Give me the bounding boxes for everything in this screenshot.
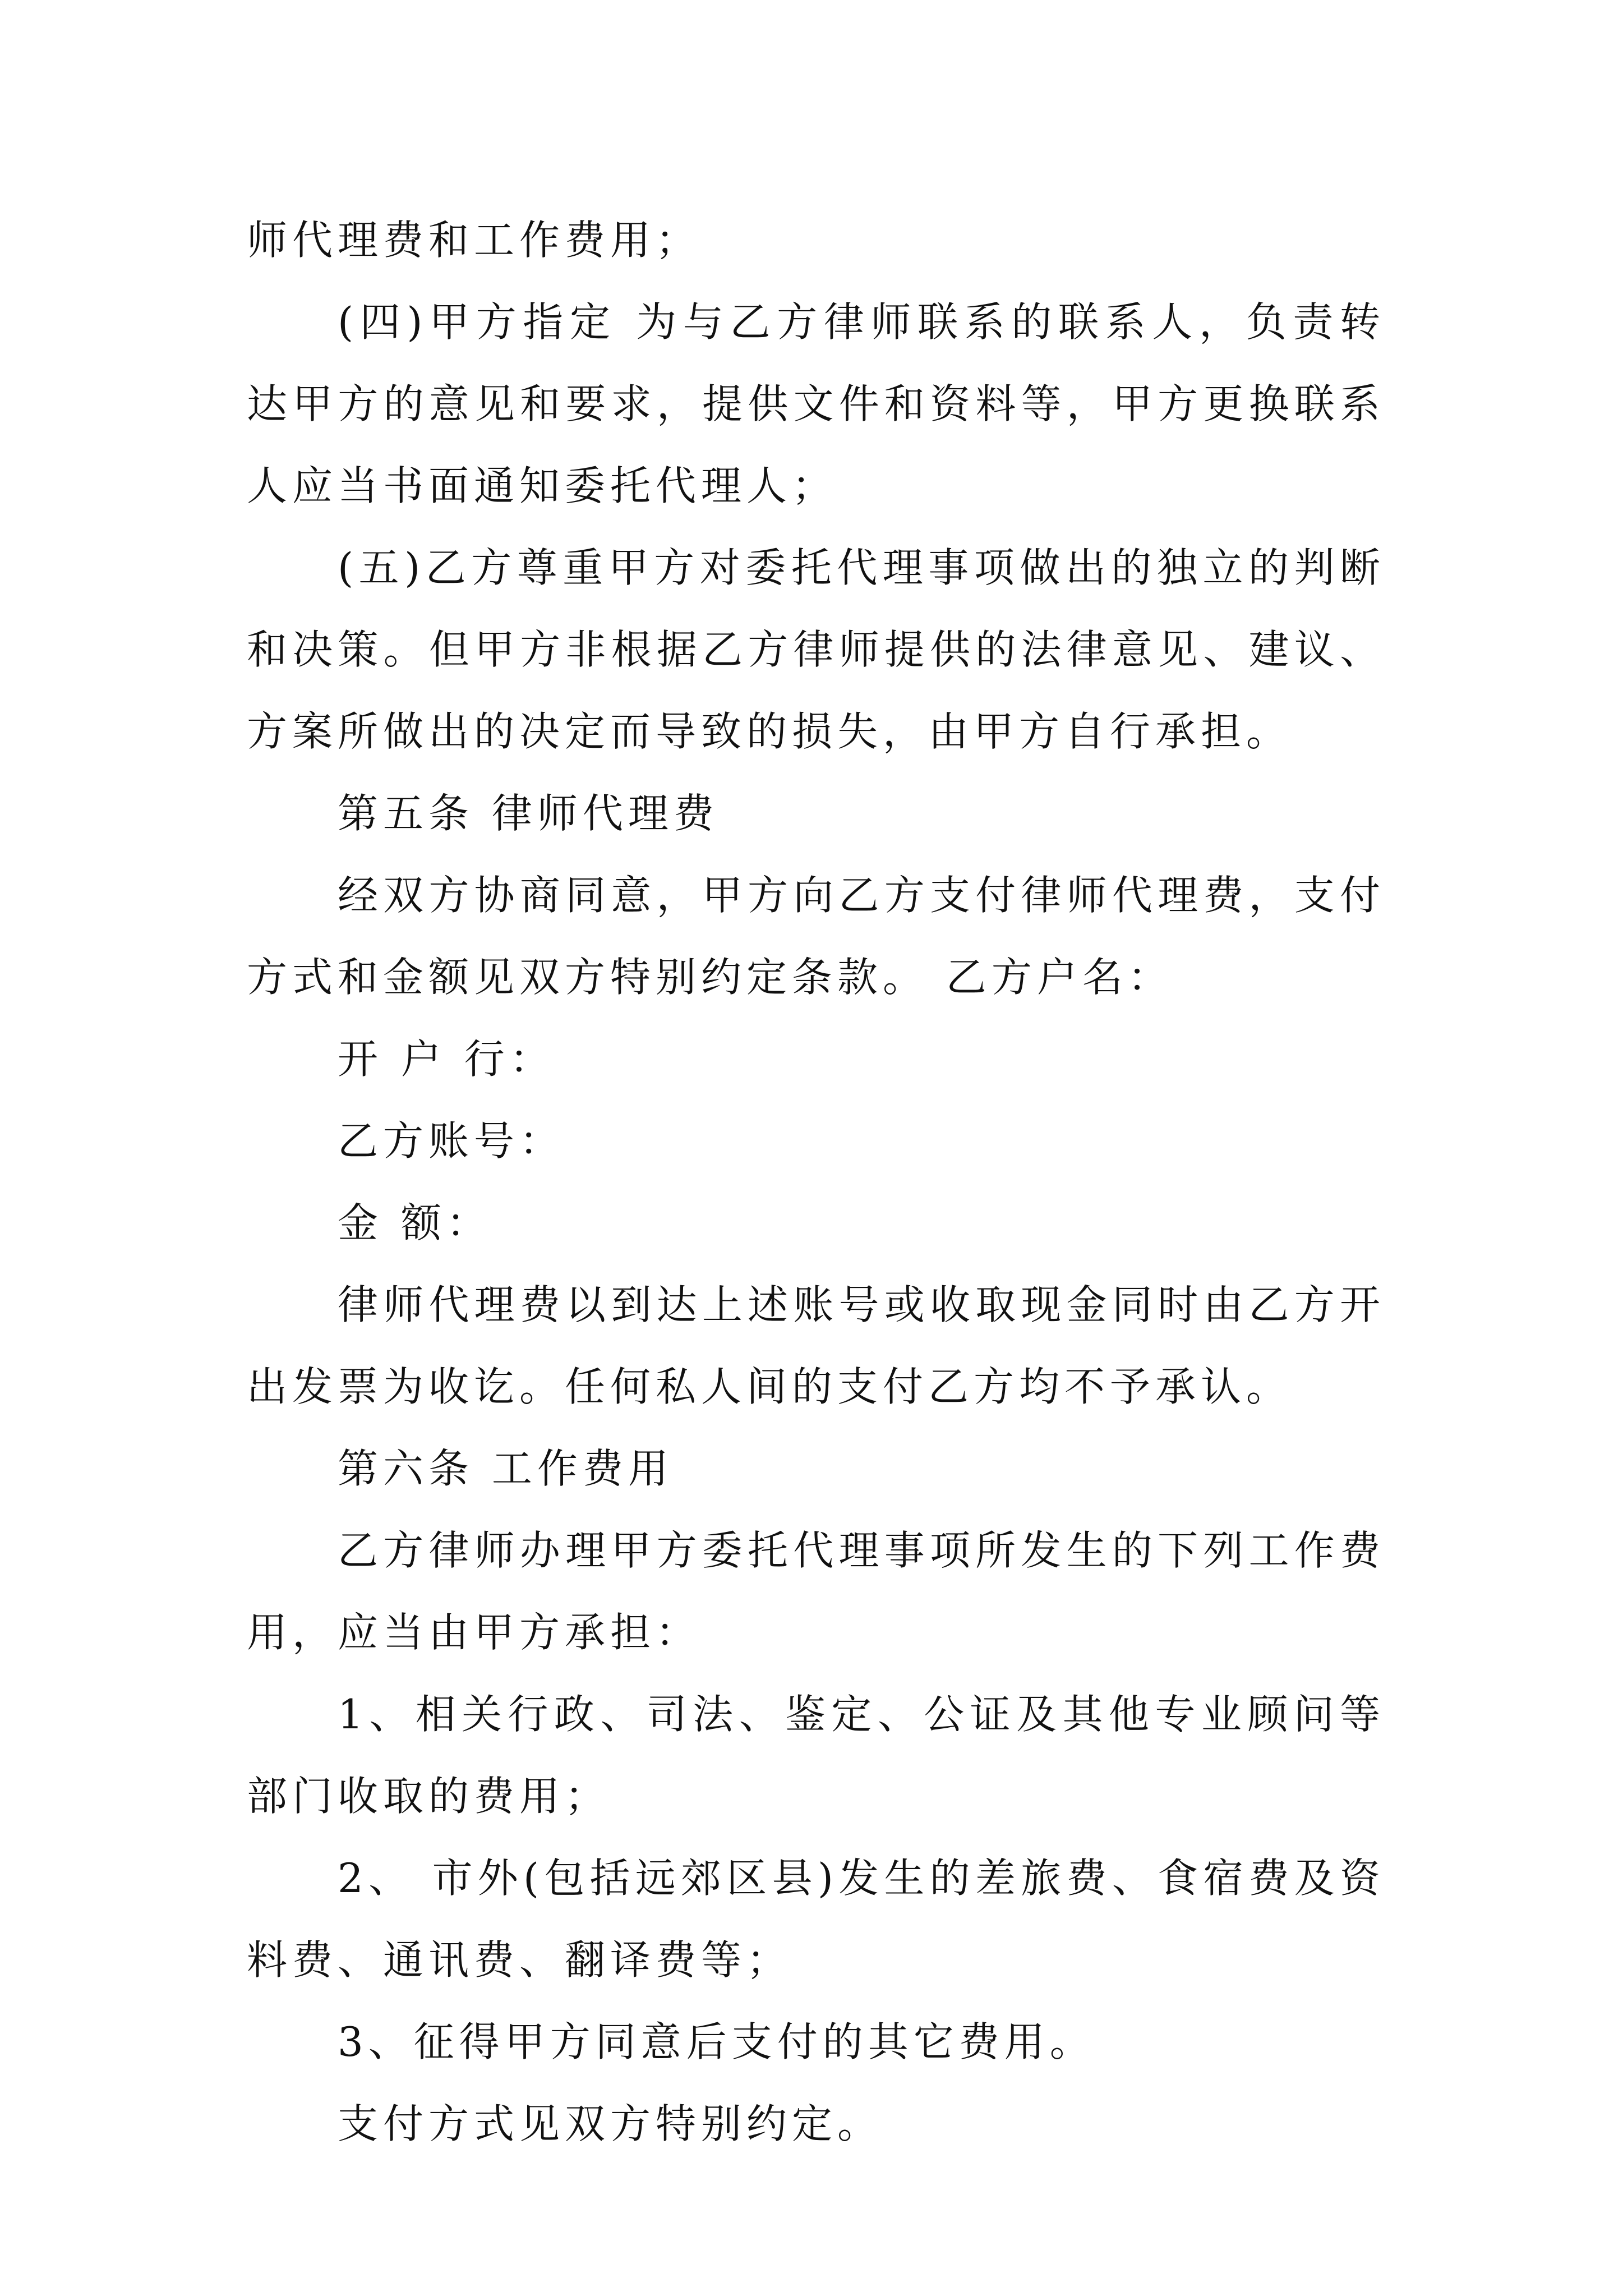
list-item-1: 1、相关行政、司法、鉴定、公证及其他专业顾问等部门收取的费用；	[247, 1691, 1385, 1820]
list-item-2: 2、 市外(包括远郊区县)发生的差旅费、食宿费及资料费、通讯费、翻译费等；	[247, 1855, 1385, 1984]
paragraph-payment-method: 支付方式见双方特别约定。	[338, 2100, 883, 2147]
paragraph-work-expenses: 乙方律师办理甲方委托代理事项所发生的下列工作费用，应当由甲方承担：	[247, 1527, 1385, 1656]
paragraph-item-4: (四)甲方指定 为与乙方律师联系的联系人，负责转达甲方的意见和要求，提供文件和资料等，甲方更换联系人应当书面通知委托代理人；	[247, 298, 1385, 509]
article-5-heading: 第五条 律师代理费	[338, 790, 719, 837]
account-field-label: 乙方账号：	[338, 1117, 565, 1165]
bank-field-label: 开 户 行：	[338, 1036, 555, 1083]
article-6-heading: 第六条 工作费用	[338, 1445, 674, 1492]
paragraph-item-5: (五)乙方尊重甲方对委托代理事项做出的独立的判断和决策。但甲方非根据乙方律师提供的法律意见、建议、方案所做出的决定而导致的损失，由甲方自行承担。	[247, 544, 1385, 755]
amount-field-label: 金 额：	[338, 1199, 492, 1246]
paragraph-fee-agreement: 经双方协商同意，甲方向乙方支付律师代理费，支付方式和金额见双方特别约定条款。 乙方户名：	[247, 872, 1385, 1001]
list-item-3: 3、征得甲方同意后支付的其它费用。	[338, 2018, 1095, 2065]
paragraph-continuation: 师代理费和工作费用；	[247, 217, 702, 264]
paragraph-fee-receipt: 律师代理费以到达上述账号或收取现金同时由乙方开出发票为收讫。任何私人间的支付乙方均不予承认。	[247, 1281, 1385, 1410]
document-body	[247, 199, 1385, 2165]
